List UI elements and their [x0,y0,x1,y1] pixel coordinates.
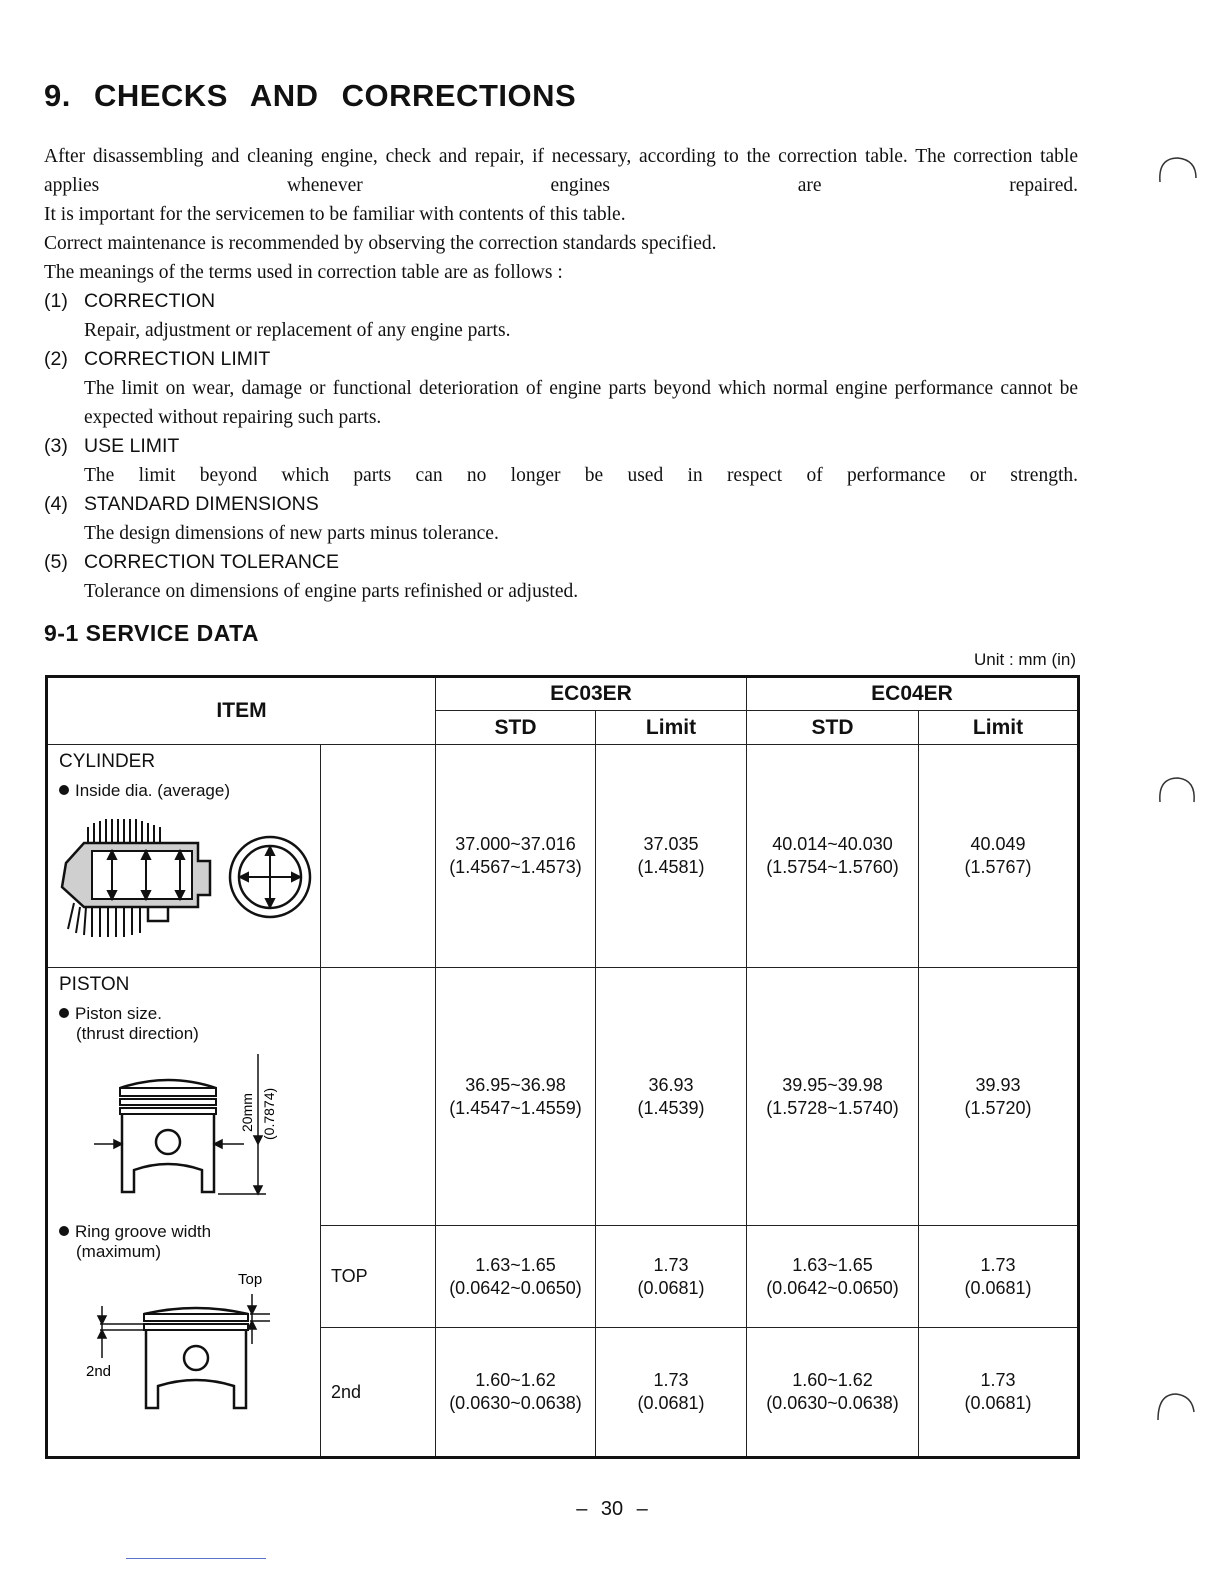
value-mm: 1.73 [653,1370,689,1390]
table-cell [919,968,1079,1226]
term-number: (5) [44,551,68,573]
value-mm: 40.049 [970,834,1026,854]
term-name: CORRECTION TOLERANCE [84,551,339,573]
bullet-icon [59,785,69,795]
piston-dim-in: (0.7874) [261,1087,277,1140]
ring-label-2nd: 2nd [86,1363,112,1380]
service-data-table [45,675,1080,1459]
table-cell [596,1226,747,1328]
term-number: (3) [44,435,68,457]
value-mm: 1.63~1.65 [792,1254,873,1275]
value-mm: 37.035 [643,834,699,854]
value-in: (1.4547~1.4559) [449,1097,582,1118]
ring-bullet [59,1222,320,1262]
piston-diagram [48,1044,318,1212]
cylinder-item-cell [47,745,321,968]
term-number: (4) [44,493,68,515]
value-in: (0.0642~0.0650) [766,1277,899,1298]
piston-dim-mm: 20mm [239,1093,255,1132]
std-header: STD [436,711,596,745]
value-mm: 37.000~37.016 [455,834,576,854]
table-cell [919,745,1079,968]
table-cell [436,1226,596,1328]
cylinder-bullet [59,781,320,801]
value-mm: 36.93 [648,1074,694,1095]
value-mm: 1.73 [653,1254,689,1275]
divider [126,1558,266,1559]
table-cell [596,968,747,1226]
value-in: (1.5754~1.5760) [766,857,899,877]
term-definition: Tolerance on dimensions of engine parts refinished or adjusted. [84,581,579,602]
piston-bullet-text: Piston size. [75,1004,162,1023]
value-mm: 1.73 [980,1370,1016,1390]
cylinder-title: CYLINDER [59,751,156,772]
table-cell [596,745,747,968]
model-header-ec04er: EC04ER [747,677,1079,711]
intro-paragraph: The meanings of the terms used in correction table are as follows : [44,262,563,283]
value-mm: 39.95~39.98 [782,1074,883,1095]
std-header: STD [747,711,919,745]
value-in: (1.5728~1.5740) [766,1097,899,1118]
piston-item-cell [47,968,321,1458]
term-number: (2) [44,348,68,370]
term-name: STANDARD DIMENSIONS [84,493,319,515]
piston-title: PISTON [59,974,130,995]
value-mm: 36.95~36.98 [465,1074,566,1095]
term-entry [44,432,1078,461]
table-cell [436,968,596,1226]
value-in: (0.0681) [964,1277,1032,1298]
term-entry [44,490,1078,519]
value-in: (0.0630~0.0638) [449,1393,582,1413]
term-definition: The limit on wear, damage or functional deterioration of engine parts beyond which normal engine performance cannot be expected without repairing such parts. [84,378,1078,428]
unit-note: Unit : mm (in) [974,650,1076,669]
value-in: (1.4581) [637,857,705,877]
term-number: (1) [44,290,68,312]
item-header: ITEM [47,677,436,745]
limit-header: Limit [919,711,1079,745]
table-row [47,968,1079,1226]
piston-bullet [59,1004,320,1044]
term-definition: Repair, adjustment or replacement of any engine parts. [84,320,511,341]
table-row [47,745,1079,968]
bullet-icon [59,1226,69,1236]
value-in: (0.0642~0.0650) [449,1277,582,1298]
term-name: CORRECTION [84,290,216,312]
value-in: (0.0681) [637,1277,705,1298]
term-entry [44,548,1078,577]
value-in: (0.0681) [964,1393,1032,1413]
ring-bullet-sub: (maximum) [76,1242,161,1261]
table-cell [747,1226,919,1328]
value-mm: 1.63~1.65 [475,1254,556,1275]
term-entry [44,345,1078,374]
table-cell [747,1328,919,1458]
table-cell [747,745,919,968]
cylinder-bullet-text: Inside dia. (average) [75,781,230,800]
piston-bullet-sub: (thrust direction) [76,1024,199,1043]
section-heading: 9-1 SERVICE DATA [44,620,260,646]
term-name: CORRECTION LIMIT [84,348,271,370]
term-entry [44,287,1078,316]
value-mm: 40.014~40.030 [772,834,893,854]
intro-paragraph: After disassembling and cleaning engine, check and repair, if necessary, according to the correction table. The correction table applies whenever engines are repaired. [44,146,1078,196]
table-cell [436,1328,596,1458]
page-number: – 30 – [576,1498,648,1520]
value-in: (1.5720) [964,1097,1032,1118]
value-mm: 1.60~1.62 [792,1370,873,1390]
intro-paragraph: Correct maintenance is recommended by observing the correction standards specified. [44,233,717,254]
ring-bullet-text: Ring groove width [75,1222,212,1241]
value-in: (1.5767) [964,857,1032,877]
intro-section [44,142,1078,606]
term-name: USE LIMIT [84,435,180,457]
value-mm: 39.93 [975,1074,1021,1095]
value-in: (1.4539) [637,1097,705,1118]
sub-item-cell [321,745,436,968]
value-in: (0.0630~0.0638) [766,1393,899,1413]
binder-hole-icon [1154,772,1198,816]
bullet-icon [59,1008,69,1018]
cylinder-diagram [48,803,318,953]
value-mm: 1.73 [980,1254,1016,1275]
page-title: 9. CHECKS AND CORRECTIONS [44,78,577,113]
ring-groove-diagram [48,1262,318,1422]
term-definition: The design dimensions of new parts minus tolerance. [84,523,499,544]
binder-hole-icon [1154,152,1198,196]
value-mm: 1.60~1.62 [475,1370,556,1390]
limit-header: Limit [596,711,747,745]
value-in: (1.4567~1.4573) [449,857,582,877]
ring-label-top: Top [238,1271,263,1288]
table-cell [747,968,919,1226]
table-cell [919,1328,1079,1458]
intro-paragraph: It is important for the servicemen to be familiar with contents of this table. [44,204,626,225]
table-cell [596,1328,747,1458]
binder-hole-icon [1152,1388,1196,1432]
model-header-ec03er: EC03ER [436,677,747,711]
sub-item-cell [321,968,436,1226]
table-cell [919,1226,1079,1328]
term-definition: The limit beyond which parts can no longer be used in respect of performance or strength. [84,465,1078,486]
value-in: (0.0681) [637,1393,705,1413]
table-cell [436,745,596,968]
ring-row-label: TOP [321,1226,436,1328]
ring-row-label: 2nd [321,1328,436,1458]
